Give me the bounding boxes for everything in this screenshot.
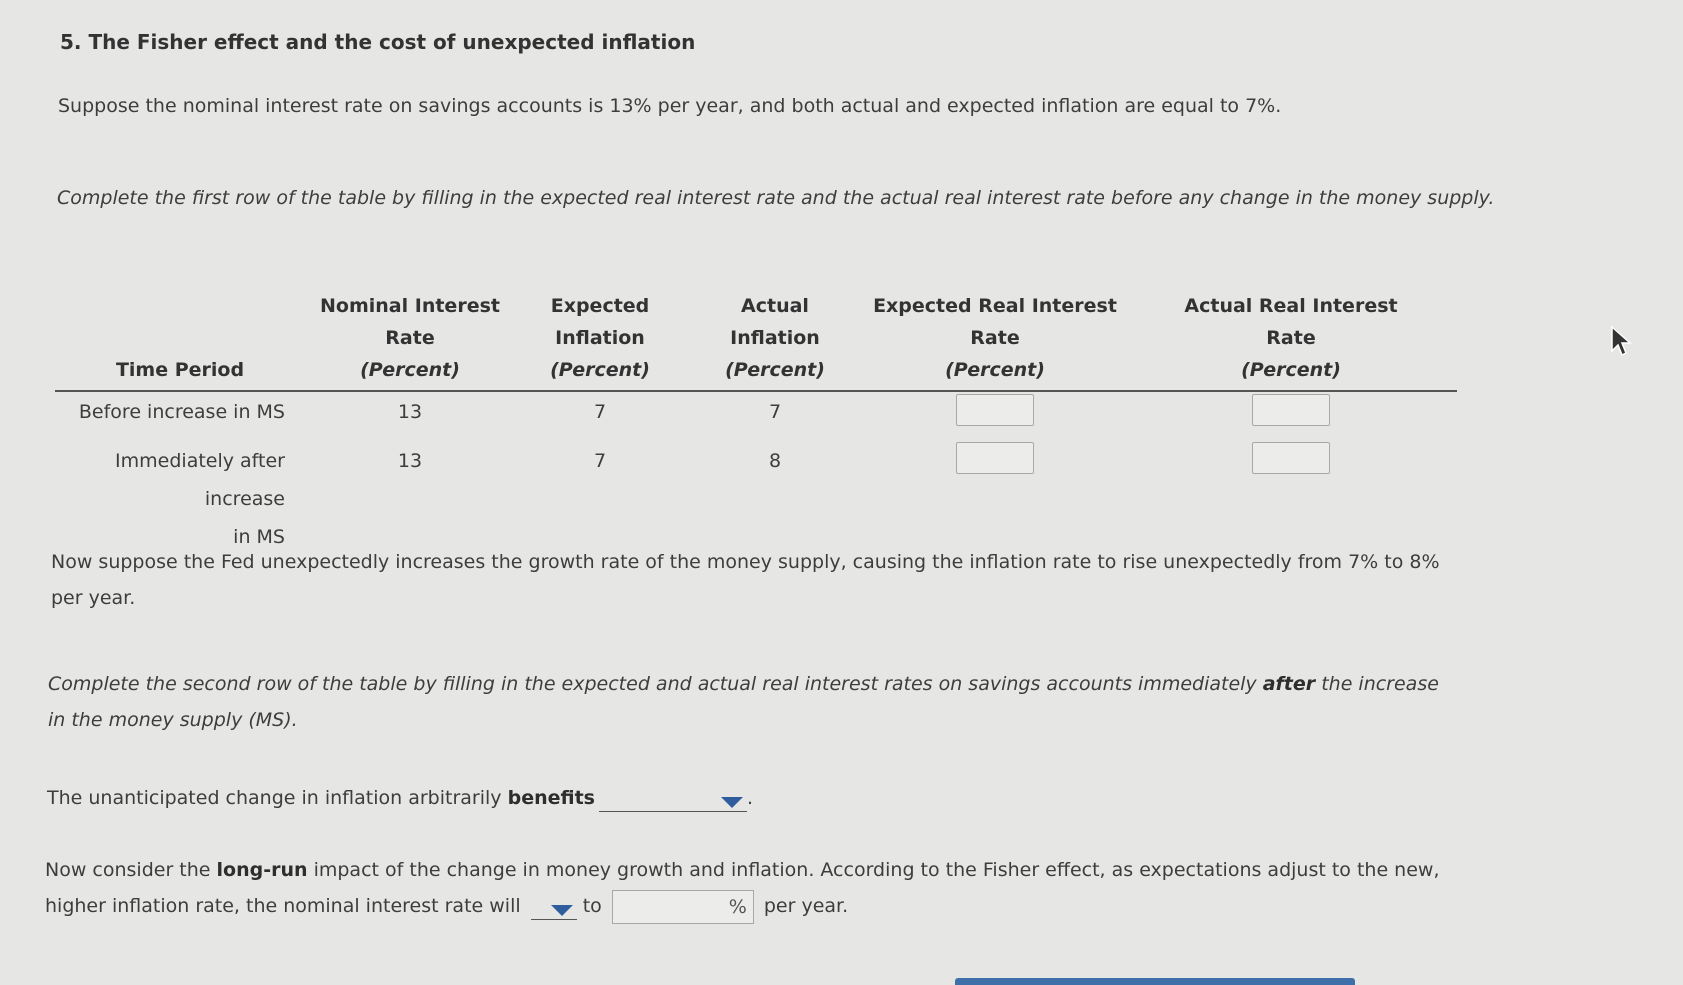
row2-actual-real-cell bbox=[1125, 432, 1457, 556]
row2-period-line2: in MS bbox=[233, 526, 285, 548]
benefits-emphasis: benefits bbox=[507, 787, 595, 809]
row2-nominal: 13 bbox=[397, 450, 423, 472]
row2-expected-real-input[interactable] bbox=[956, 442, 1034, 474]
row2-actual-inflation: 8 bbox=[768, 450, 782, 472]
row2-expected-inflation: 7 bbox=[593, 450, 607, 472]
bottom-scroll-indicator bbox=[955, 978, 1355, 985]
after-emphasis: after bbox=[1262, 673, 1316, 695]
longrun-question: Now consider the long-run impact of the change in money growth and inflation. According to the Fisher effect, as expectations adjust to the new, higher inflation rate, the nominal interest rate will to % per year. bbox=[45, 852, 1465, 924]
dropdown-arrow-icon bbox=[551, 905, 573, 916]
header-nominal-rate: Nominal Interest Rate (Percent) bbox=[320, 295, 500, 381]
table-row bbox=[55, 391, 1457, 432]
row1-expected-inflation: 7 bbox=[593, 401, 607, 423]
row1-actual-real-cell bbox=[1125, 391, 1457, 432]
row2-period-line1: Immediately after increase bbox=[115, 450, 285, 510]
row2-period bbox=[55, 432, 305, 556]
mouse-cursor-icon bbox=[1610, 325, 1632, 357]
table-header-row bbox=[55, 290, 1457, 391]
dropdown-arrow-icon bbox=[721, 797, 743, 808]
instruction-row-2: Complete the second row of the table by filling in the expected and actual real interest rates on savings accounts immediately after the increase in the money supply (MS). bbox=[48, 673, 1439, 731]
fed-increase-text: Now suppose the Fed unexpectedly increases the growth rate of the money supply, causing the inflation rate to rise unexpectedly from 7% to 8% per year. bbox=[51, 551, 1440, 609]
nominal-rate-input[interactable] bbox=[612, 890, 754, 924]
table-row bbox=[55, 432, 1457, 556]
header-expected-real-rate: Expected Real Interest Rate (Percent) bbox=[873, 295, 1117, 381]
row1-nominal: 13 bbox=[397, 401, 423, 423]
row1-period: Before increase in MS bbox=[78, 401, 285, 423]
header-actual-real-rate: Actual Real Interest Rate (Percent) bbox=[1184, 295, 1398, 381]
percent-symbol: % bbox=[728, 895, 747, 918]
row2-expected-real-cell bbox=[865, 432, 1125, 556]
benefits-dropdown[interactable] bbox=[599, 785, 747, 812]
fisher-table bbox=[55, 290, 1457, 556]
header-time-period: Time Period bbox=[115, 359, 245, 381]
row2-actual-real-input[interactable] bbox=[1252, 442, 1330, 474]
row1-expected-real-input[interactable] bbox=[956, 394, 1034, 426]
header-actual-inflation: Actual Inflation (Percent) bbox=[725, 295, 825, 381]
row1-actual-real-input[interactable] bbox=[1252, 394, 1330, 426]
question-title: 5. The Fisher effect and the cost of unexpected inflation bbox=[60, 30, 696, 54]
instruction-row-1: Complete the first row of the table by filling in the expected real interest rate and the actual real interest rate before any change in the money supply. bbox=[57, 187, 1495, 209]
nominal-rate-direction-dropdown[interactable] bbox=[531, 893, 577, 920]
benefits-question: The unanticipated change in inflation arbitrarily benefits . bbox=[47, 780, 753, 816]
header-expected-inflation: Expected Inflation (Percent) bbox=[550, 295, 650, 381]
row1-expected-real-cell bbox=[865, 391, 1125, 432]
row1-actual-inflation: 7 bbox=[768, 401, 782, 423]
intro-text: Suppose the nominal interest rate on savings accounts is 13% per year, and both actual and expected inflation are equal to 7%. bbox=[58, 95, 1282, 117]
longrun-emphasis: long-run bbox=[216, 859, 308, 881]
